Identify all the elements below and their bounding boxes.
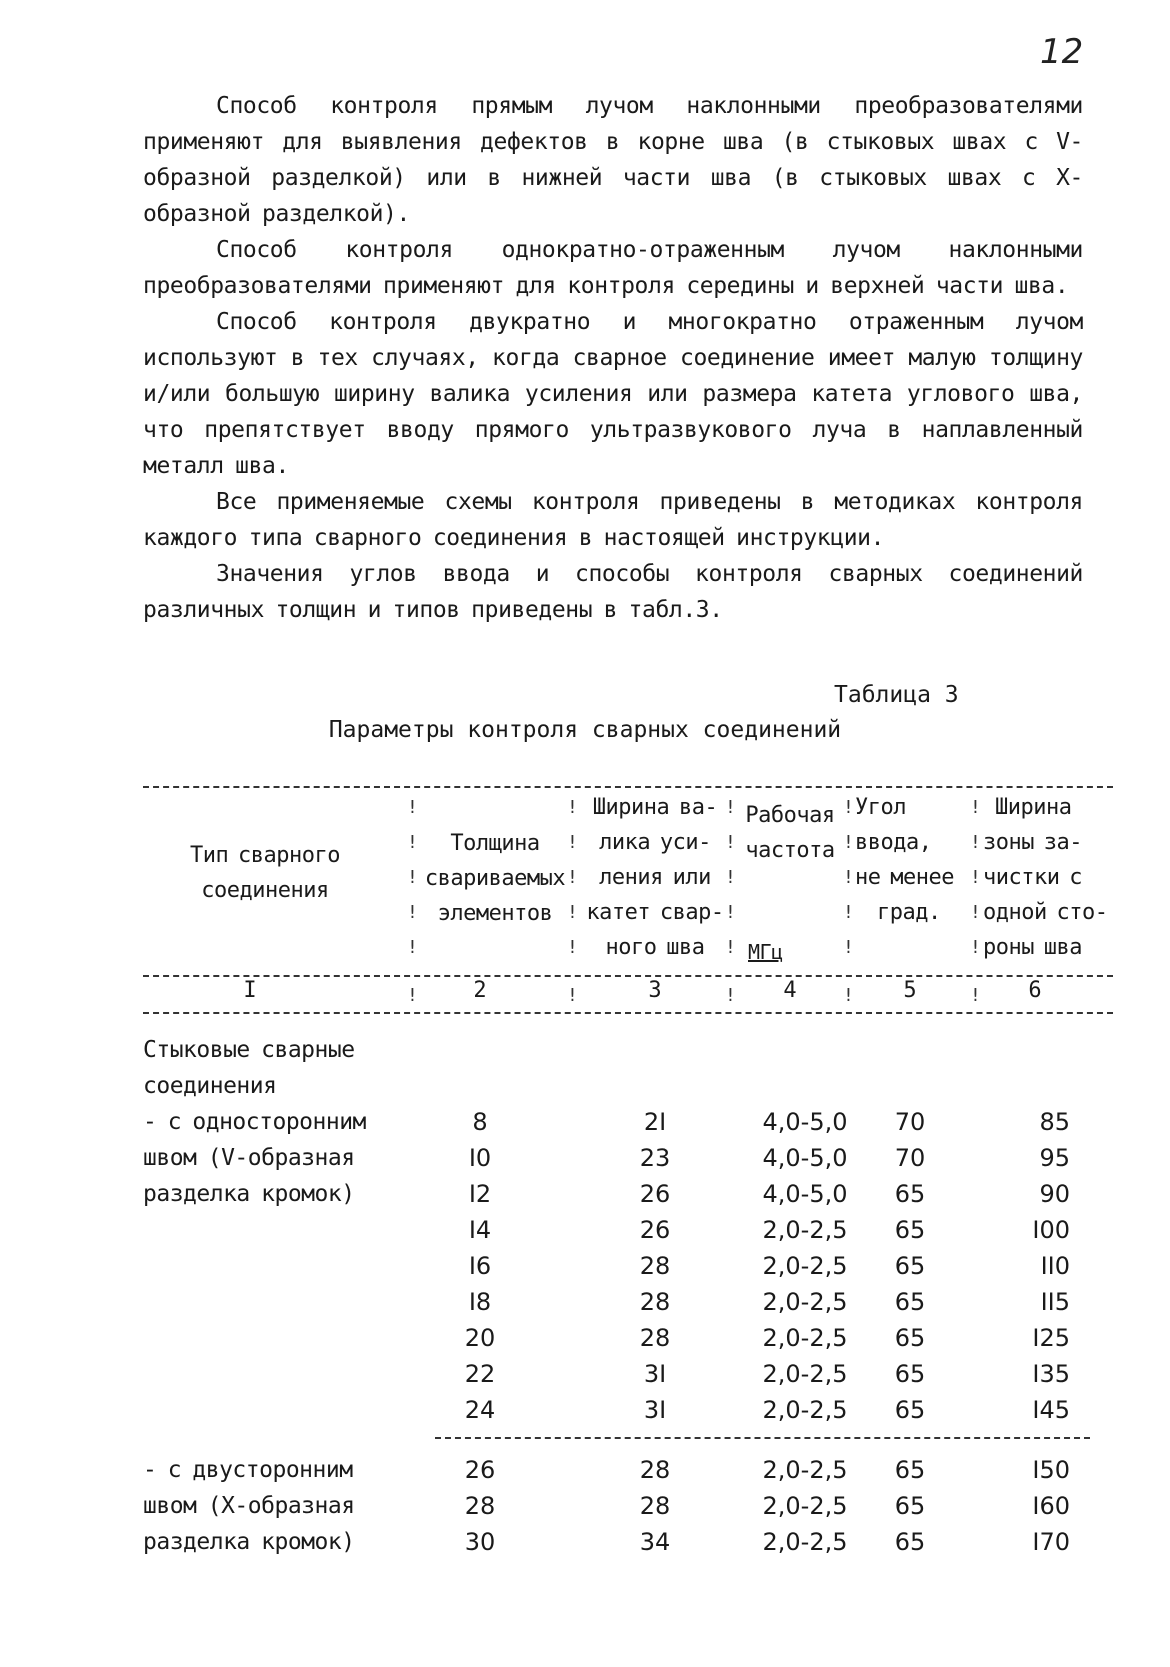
- group-label-line: швом (V-образная: [143, 1145, 355, 1171]
- table-row: [0, 1452, 1170, 1488]
- table-top-rule: [143, 786, 1113, 788]
- paragraph: Значения углов ввода и способы контроля сварных соединений различных толщин и типов приведены в табл.3.: [143, 561, 1083, 623]
- header-separator: ! ! ! ! !: [843, 797, 854, 958]
- cell-thickness: 30: [464, 1528, 496, 1556]
- header-line: роны шва: [983, 935, 1082, 960]
- header-col1: [155, 838, 375, 908]
- table-row: [0, 1176, 1170, 1212]
- cell-clean-zone: I60: [1032, 1492, 1070, 1520]
- table-row: [0, 1284, 1170, 1320]
- cell-weld-width: 28: [639, 1252, 671, 1280]
- cell-frequency: 2,0-2,5: [762, 1456, 848, 1484]
- group-heading-line: Стыковые сварные: [143, 1037, 355, 1063]
- column-numbers-rule: [143, 1012, 1113, 1014]
- cell-weld-width: 23: [639, 1144, 671, 1172]
- header-col2: [420, 826, 570, 931]
- table-row: [0, 1212, 1170, 1248]
- cell-thickness: I6: [468, 1252, 492, 1280]
- cell-thickness: 28: [464, 1492, 496, 1520]
- paragraph: Способ контроля прямым лучом наклонными преобразователями применяют для выявления дефектов в корне шва (в стыковых швах с V-образной разделкой) или в нижней части шва (в стыковых швах с X-образной разделкой).: [143, 93, 1083, 227]
- cell-angle: 70: [894, 1108, 926, 1136]
- paragraph: Способ контроля двукратно и многократно отраженным лучом используют в тех случаях, когда сварное соединение имеет малую толщину и/или большую ширину валика усиления или размера катета углового шва, что препятствует вводу прямого ультразвукового луча в наплавленный металл шва.: [143, 309, 1083, 479]
- header-line: ления или: [599, 865, 711, 890]
- header-line: Толщина: [450, 831, 540, 856]
- header-line: Угол: [855, 795, 906, 820]
- cell-frequency: 4,0-5,0: [762, 1108, 848, 1136]
- header-separator: ! ! ! ! !: [970, 797, 981, 958]
- column-number: 5: [903, 978, 917, 1003]
- cell-angle: 65: [894, 1252, 926, 1280]
- cell-clean-zone: 95: [1039, 1144, 1070, 1172]
- paragraph: Все применяемые схемы контроля приведены в методиках контроля каждого типа сварного соединения в настоящей инструкции.: [143, 489, 1083, 551]
- cell-frequency: 2,0-2,5: [762, 1252, 848, 1280]
- header-line: град.: [877, 900, 941, 925]
- table-row: [0, 1356, 1170, 1392]
- header-line: частота: [745, 838, 835, 863]
- cell-clean-zone: I50: [1032, 1456, 1070, 1484]
- column-number-separator: !: [407, 985, 418, 1006]
- cell-frequency: 2,0-2,5: [762, 1492, 848, 1520]
- cell-clean-zone: 90: [1039, 1180, 1070, 1208]
- header-line: чистки с: [983, 865, 1082, 890]
- table-row: [0, 1392, 1170, 1428]
- group-label-line: разделка кромок): [143, 1181, 355, 1207]
- table-caption: Таблица 3: [834, 682, 959, 708]
- column-number: 4: [783, 978, 797, 1003]
- cell-clean-zone: I00: [1032, 1216, 1070, 1244]
- header-line: не менее: [855, 865, 954, 890]
- header-separator: ! ! ! ! !: [725, 797, 736, 958]
- column-number-separator: !: [725, 985, 736, 1006]
- cell-thickness: 8: [472, 1108, 488, 1136]
- header-line: ного шва: [605, 935, 705, 960]
- column-number: 3: [648, 978, 662, 1003]
- header-line: ввода,: [855, 830, 932, 855]
- header-col5: [855, 790, 975, 930]
- column-number: I: [243, 978, 257, 1003]
- table-row: [0, 1248, 1170, 1284]
- cell-angle: 70: [894, 1144, 926, 1172]
- cell-weld-width: 3I: [643, 1396, 667, 1424]
- cell-frequency: 2,0-2,5: [762, 1528, 848, 1556]
- header-line: лика уси-: [599, 830, 711, 855]
- cell-frequency: 4,0-5,0: [762, 1144, 848, 1172]
- header-col4-unit: МГц: [748, 940, 783, 964]
- header-line: зоны за-: [983, 830, 1082, 855]
- header-col6: [983, 790, 1123, 965]
- cell-frequency: 2,0-2,5: [762, 1288, 848, 1316]
- cell-weld-width: 28: [639, 1492, 671, 1520]
- column-number-separator: !: [970, 985, 981, 1006]
- column-number-separator: !: [567, 985, 578, 1006]
- header-separator: ! ! ! ! !: [567, 797, 578, 958]
- body-text: [143, 88, 1083, 628]
- cell-weld-width: 34: [639, 1528, 671, 1556]
- cell-clean-zone: II5: [1040, 1288, 1070, 1316]
- paragraph: Способ контроля однократно-отраженным лучом наклонными преобразователями применяют для контроля середины и верхней части шва.: [143, 237, 1083, 299]
- cell-frequency: 4,0-5,0: [762, 1180, 848, 1208]
- cell-weld-width: 3I: [643, 1360, 667, 1388]
- cell-angle: 65: [894, 1492, 926, 1520]
- header-bottom-rule: [143, 975, 1113, 977]
- column-number-separator: !: [843, 985, 854, 1006]
- header-col3: [580, 790, 730, 965]
- cell-angle: 65: [894, 1216, 926, 1244]
- cell-thickness: I8: [468, 1288, 492, 1316]
- cell-weld-width: 28: [639, 1456, 671, 1484]
- header-line: элементов: [437, 901, 553, 926]
- table-row: [0, 1524, 1170, 1560]
- header-col4: [735, 798, 845, 868]
- group-heading-line: соединения: [143, 1073, 277, 1099]
- header-line: катет свар-: [586, 900, 724, 925]
- table-row: [0, 1488, 1170, 1524]
- cell-thickness: I4: [468, 1216, 492, 1244]
- cell-thickness: I0: [468, 1144, 492, 1172]
- page-number: 12: [1040, 32, 1084, 72]
- group-label-line: - с односторонним: [143, 1109, 366, 1135]
- cell-angle: 65: [894, 1456, 926, 1484]
- cell-weld-width: 26: [639, 1180, 671, 1208]
- cell-angle: 65: [894, 1528, 926, 1556]
- cell-angle: 65: [894, 1396, 926, 1424]
- header-line: Ширина: [995, 795, 1072, 820]
- table-row: [0, 1104, 1170, 1140]
- cell-weld-width: 28: [639, 1288, 671, 1316]
- cell-frequency: 2,0-2,5: [762, 1324, 848, 1352]
- cell-weld-width: 26: [639, 1216, 671, 1244]
- cell-thickness: 26: [464, 1456, 496, 1484]
- cell-clean-zone: I45: [1032, 1396, 1070, 1424]
- cell-thickness: 24: [464, 1396, 496, 1424]
- header-line: Тип сварного: [190, 843, 340, 868]
- cell-clean-zone: I35: [1032, 1360, 1070, 1388]
- group-label-line: - с двусторонним: [143, 1457, 353, 1483]
- group-label-line: разделка кромок): [143, 1529, 355, 1555]
- header-line: соединения: [201, 878, 329, 903]
- header-line: Ширина ва-: [592, 795, 718, 820]
- cell-clean-zone: I70: [1032, 1528, 1070, 1556]
- header-line: свариваемых: [424, 866, 566, 891]
- cell-angle: 65: [894, 1360, 926, 1388]
- cell-clean-zone: I25: [1032, 1324, 1070, 1352]
- cell-frequency: 2,0-2,5: [762, 1360, 848, 1388]
- header-line: Рабочая: [745, 803, 835, 828]
- cell-thickness: I2: [468, 1180, 492, 1208]
- cell-weld-width: 28: [639, 1324, 671, 1352]
- cell-weld-width: 2I: [643, 1108, 667, 1136]
- column-number: 2: [473, 978, 487, 1003]
- cell-angle: 65: [894, 1288, 926, 1316]
- column-number: 6: [1028, 978, 1042, 1003]
- cell-frequency: 2,0-2,5: [762, 1216, 848, 1244]
- group-separator-rule: [435, 1437, 1090, 1439]
- cell-angle: 65: [894, 1324, 926, 1352]
- table-title: Параметры контроля сварных соединений: [328, 717, 842, 743]
- table-row: [0, 1320, 1170, 1356]
- table-row: [0, 1140, 1170, 1176]
- header-line: одной сто-: [983, 900, 1108, 925]
- cell-angle: 65: [894, 1180, 926, 1208]
- header-separator: ! ! ! ! !: [407, 797, 418, 958]
- cell-frequency: 2,0-2,5: [762, 1396, 848, 1424]
- group-heading: [143, 1032, 355, 1104]
- cell-thickness: 22: [464, 1360, 496, 1388]
- group-label-line: швом (X-образная: [143, 1493, 355, 1519]
- cell-clean-zone: 85: [1039, 1108, 1070, 1136]
- cell-clean-zone: II0: [1040, 1252, 1070, 1280]
- cell-thickness: 20: [464, 1324, 496, 1352]
